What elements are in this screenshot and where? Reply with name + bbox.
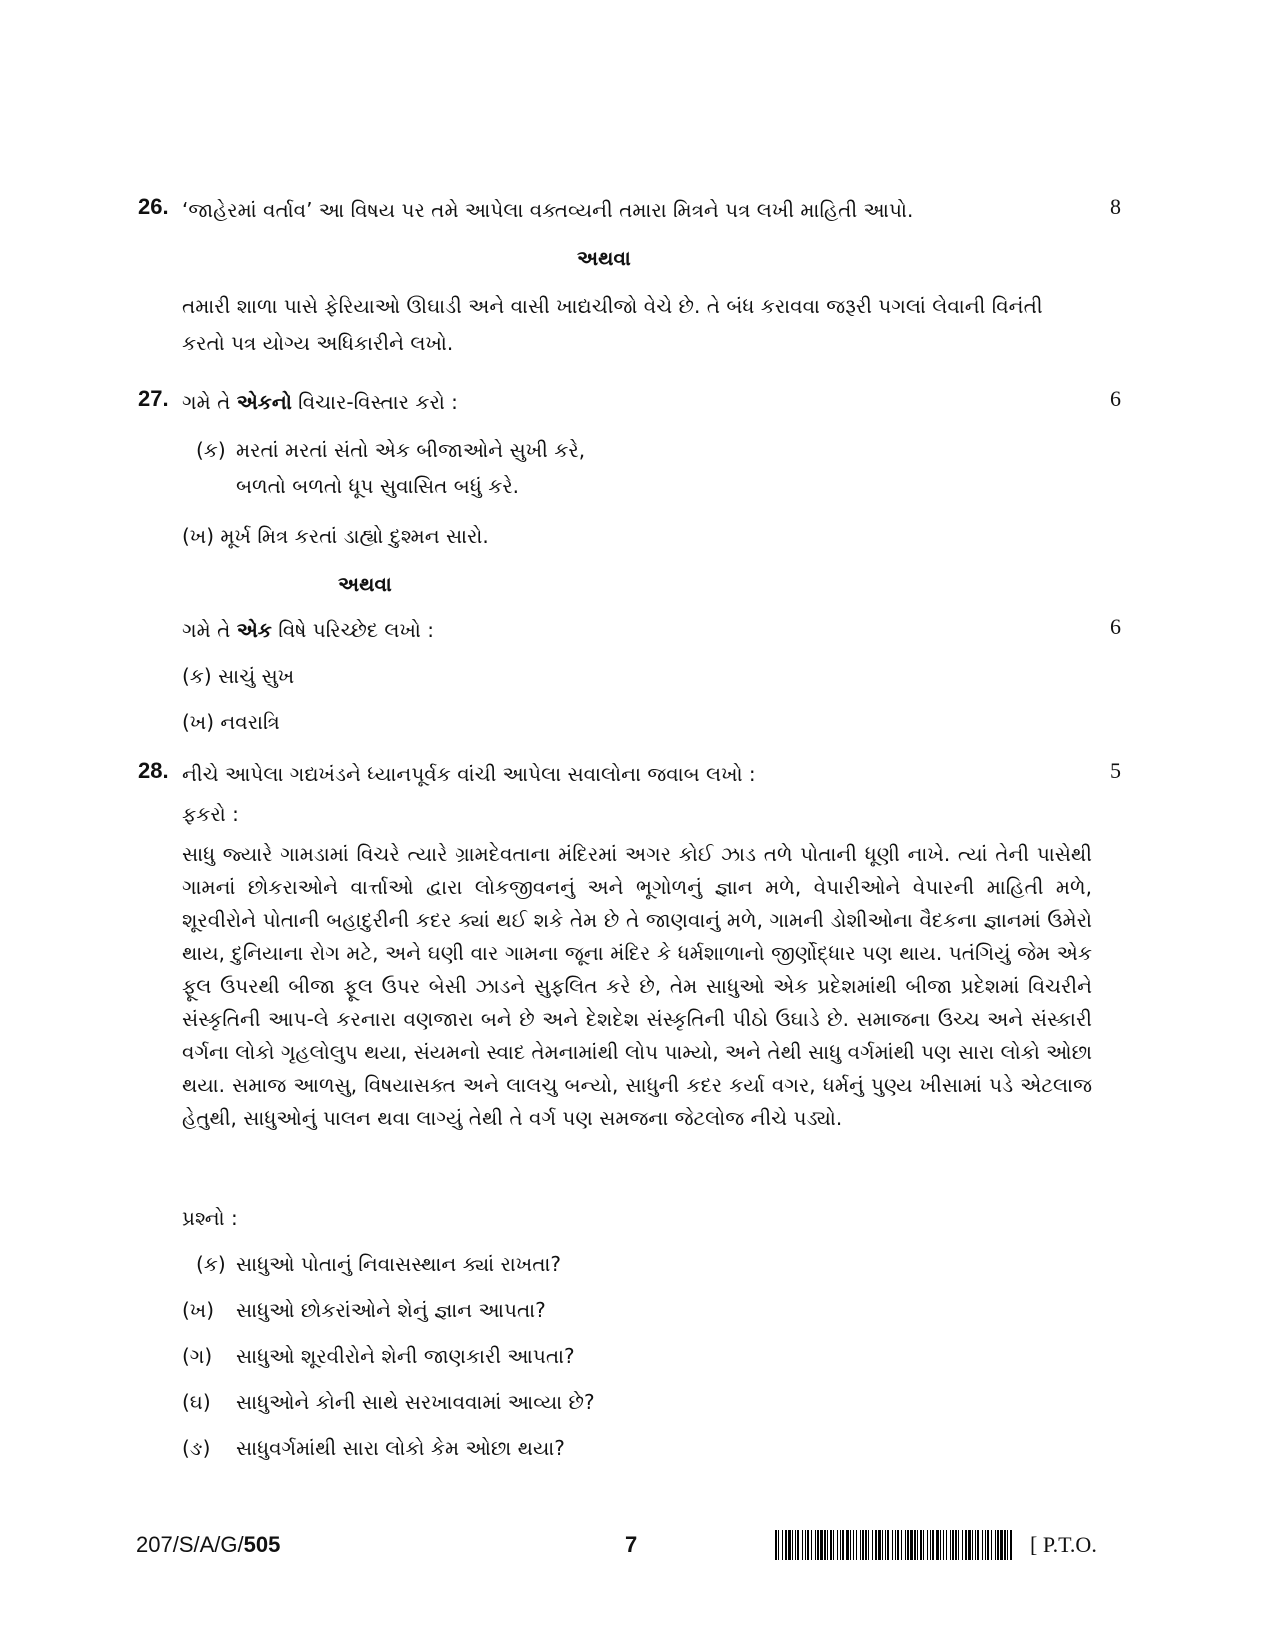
question-26-marks: 8 [1110, 194, 1121, 219]
question-27-b: (ખ) મૂર્ખ મિત્ર કરતાં ડાહ્યો દુશ્મન સારો. [182, 524, 489, 548]
question-28-sub-label: (ઙ) [182, 1436, 211, 1460]
question-27-text: ગમે તે એકનો વિચાર-વિસ્તાર કરો : [182, 390, 458, 414]
question-26-number: 26. [138, 194, 169, 219]
passage-text: સાધુ જ્યારે ગામડામાં વિચરે ત્યારે ગ્રામદેવતાના મંદિરમાં અગર કોઈ ઝાડ તળે પોતાની ધૂણી નાખે. ત્યાં તેની પાસેથી ગામનાં છોકરાઓને વાર્ત્તાઓ દ્વારા લોકજીવનનું અને ભૂગોળનું જ્ઞાન મળે, વેપારીઓને વેપારની માહિતી મળે, શૂરવીરોને પોતાની બહાદુરીની કદર ક્યાં થઈ શકે તેમ છે તે જાણવાનું મળે, ગામની ડોશીઓના વૈદકના જ્ઞાનમાં ઉમેરો થાય, દુનિયાના રોગ મટે, અને ઘણી વાર ગામના જૂના મંદિર કે ધર્મશાળાનો જીર્ણોદ્ધાર પણ થાય. પતંગિયું જેમ એક ફૂલ ઉપરથી બીજા ફૂલ ઉપર બેસી ઝાડને સુફલિત કરે છે, તેમ સાધુઓ એક પ્રદેશમાંથી બીજા પ્રદેશમાં વિચરીને સંસ્કૃતિની આપ-લે કરનારા વણજારા બને છે અને દેશદેશ સંસ્કૃતિની પીઠો ઉઘાડે છે. સમાજના ઉચ્ચ અને સંસ્કારી વર્ગના લોકો ગૃહલોલુપ થયા, સંયમનો સ્વાદ તેમનામાંથી લોપ પામ્યો, અને તેથી સાધુ વર્ગમાંથી પણ સારા લોકો ઓછા થયા. સમાજ આળસુ, વિષયાસક્ત અને લાલચુ બન્યો, સાધુની કદર કર્યા વગર, ધર્મનું પુણ્ય ખીસામાં પડે એટલાજ હેતુથી, સાધુઓનું પાલન થવા લાગ્યું તેથી તે વર્ગ પણ સમજના જેટલોજ નીચે પડ્યો. [182, 842, 1092, 1130]
question-27-alt-text: ગમે તે એક વિષે પરિચ્છેદ લખો : [182, 618, 435, 642]
question-28-number: 28. [138, 758, 169, 783]
question-26-alt-line1: તમારી શાળા પાસે ફેરિયાઓ ઊઘાડી અને વાસી ખાદ્યચીજો વેચે છે. તે બંધ કરાવવા જરૂરી પગલાં લેવાની વિનંતી [182, 294, 1043, 318]
question-27-number: 27. [138, 386, 169, 411]
question-27-alt-b: (ખ) નવરાત્રિ [182, 710, 280, 734]
question-28-text: નીચે આપેલા ગદ્યખંડને ધ્યાનપૂર્વક વાંચી આપેલા સવાલોના જવાબ લખો : [182, 762, 756, 786]
paper-code: 207/S/A/G/505 [136, 1532, 281, 1557]
question-28-marks: 5 [1110, 758, 1121, 783]
question-26-or: અથવા [577, 246, 631, 270]
question-28-sub-label: (ગ) [182, 1344, 213, 1368]
page-number: 7 [625, 1532, 638, 1557]
question-28-sub-text: સાધુઓ છોકરાંઓને શેનું જ્ઞાન આપતા? [236, 1298, 546, 1322]
barcode-stripe [1012, 1530, 1013, 1560]
question-28-sub-text: સાધુવર્ગમાંથી સારા લોકો કેમ ઓછા થયા? [236, 1436, 565, 1460]
question-27-a-label: (ક) [196, 438, 226, 462]
question-27-alt-marks: 6 [1110, 614, 1121, 639]
question-27-a-line2: બળતો બળતો ધૂપ સુવાસિત બધું કરે. [236, 474, 520, 498]
question-26-alt-line2: કરતો પત્ર યોગ્ય અધિકારીને લખો. [182, 331, 454, 355]
question-28-sub-text: સાધુઓ પોતાનું નિવાસસ્થાન ક્યાં રાખતા? [236, 1252, 561, 1276]
question-28-sub-label: (ઘ) [182, 1390, 211, 1414]
question-27-or: અથવા [338, 572, 392, 596]
question-28-sub-label: (ખ) [182, 1298, 215, 1322]
question-27-a-line1: મરતાં મરતાં સંતો એક બીજાઓને સુખી કરે, [236, 438, 586, 462]
barcode-icon [775, 1530, 1015, 1560]
question-28-sub-text: સાધુઓને કોની સાથે સરખાવવામાં આવ્યા છે? [236, 1390, 595, 1414]
question-28-sub-text: સાધુઓ શૂરવીરોને શેની જાણકારી આપતા? [236, 1344, 575, 1368]
pto-label: [ P.T.O. [1030, 1532, 1097, 1557]
question-28-sub-label: (ક) [196, 1252, 226, 1276]
questions-label: પ્રશ્નો : [182, 1206, 238, 1230]
question-26-text: ‘જાહેરમાં વર્તાવ’ આ વિષય પર તમે આપેલા વક્તવ્યની તમારા મિત્રને પત્ર લખી માહિતી આપો. [182, 198, 914, 222]
passage-label: ફકરો : [182, 802, 239, 826]
question-27-marks: 6 [1110, 386, 1121, 411]
question-27-alt-a: (ક) સાચું સુખ [182, 664, 295, 688]
